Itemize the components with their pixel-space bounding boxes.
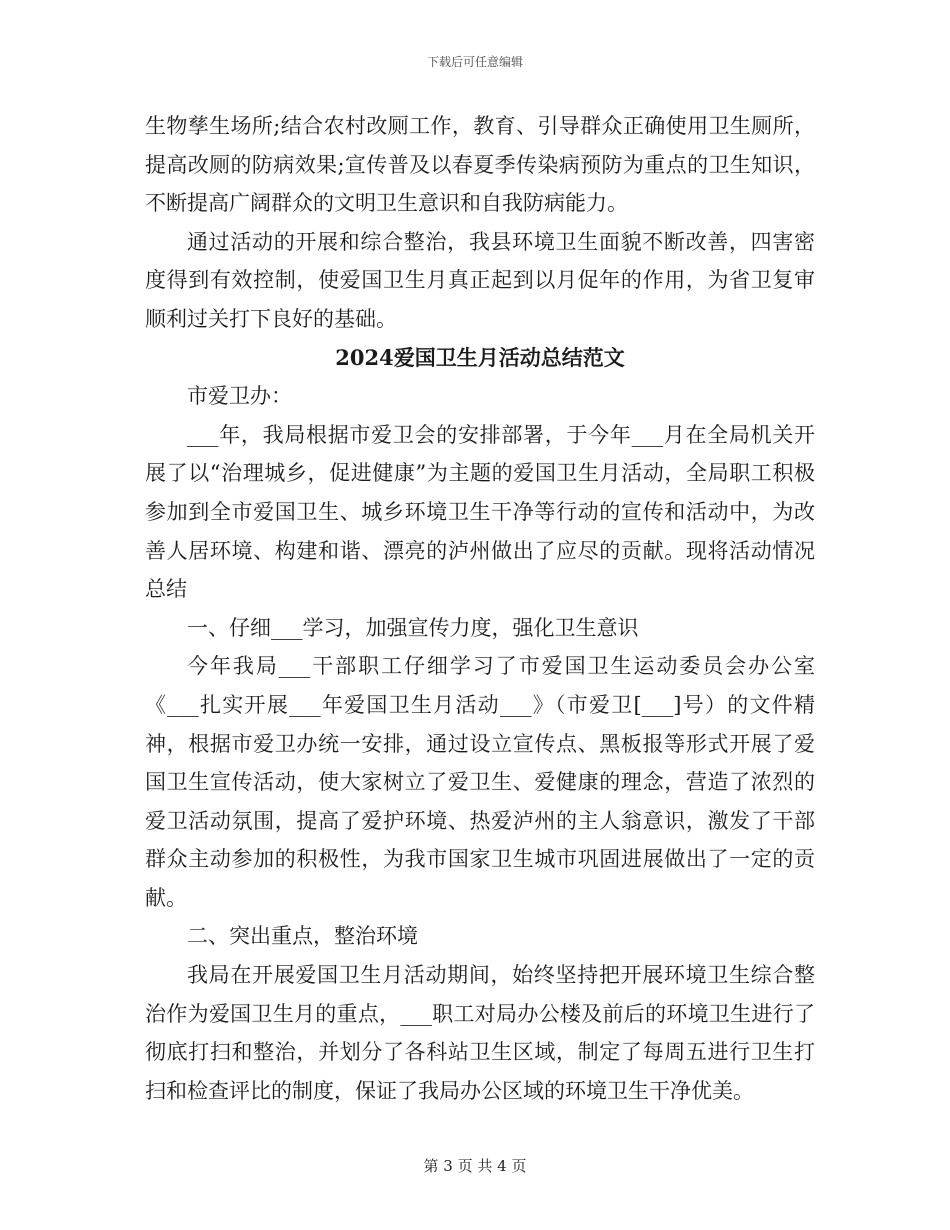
paragraph: ___年，我局根据市爱卫会的安排部署，于今年___月在全局机关开展了以“治理城乡，促进健康”为主题的爱国卫生月活动，全局职工积极参加到全市爱国卫生、城乡环境卫生干净等行动的宣传和活动中，为改善人居环境、构建和谐、漂亮的泸州做出了应尽的贡献。现将活动情况总结	[145, 422, 815, 602]
paragraph: 生物孳生场所;结合农村改厕工作，教育、引导群众正确使用卫生厕所，提高改厕的防病效果;宣传普及以春夏季传染病预防为重点的卫生知识，不断提高广阔群众的文明卫生意识和自我防病能力。	[145, 114, 815, 216]
document-title: 2024爱国卫生月活动总结范文	[335, 344, 625, 370]
page-header: 下载后可任意编辑	[426, 55, 523, 69]
section-heading: 二、突出重点，整治环境	[187, 924, 418, 949]
section-heading: 一、仔细___学习，加强宣传力度，强化卫生意识	[187, 615, 639, 640]
page-footer: 第 3 页 共 4 页	[423, 1157, 527, 1175]
paragraph: 今年我局___干部职工仔细学习了市爱国卫生运动委员会办公室《___扎实开展___年爱国卫生月活动___》（市爱卫[___]号）的文件精神，根据市爱卫办统一安排，通过设立宣传点、黑板报等形式开展了爱国卫生宣传活动，使大家树立了爱卫生、爱健康的理念，营造了浓烈的爱卫活动氛围，提高了爱护环境、热爱泸州的主人翁意识，激发了干部群众主动参加的积极性，为我市国家卫生城市巩固进展做出了一定的贡献。	[145, 654, 815, 910]
salutation: 市爱卫办：	[187, 384, 292, 409]
paragraph: 我局在开展爱国卫生月活动期间，始终坚持把开展环境卫生综合整治作为爱国卫生月的重点，___职工对局办公楼及前后的环境卫生进行了彻底打扫和整治，并划分了各科站卫生区域，制定了每周五进行卫生打扫和检查评比的制度，保证了我局办公区域的环境卫生干净优美。	[145, 963, 815, 1103]
paragraph: 通过活动的开展和综合整治，我县环境卫生面貌不断改善，四害密度得到有效控制，使爱国卫生月真正起到以月促年的作用，为省卫复审顺利过关打下良好的基础。	[145, 229, 815, 331]
document-body	[145, 107, 815, 1110]
